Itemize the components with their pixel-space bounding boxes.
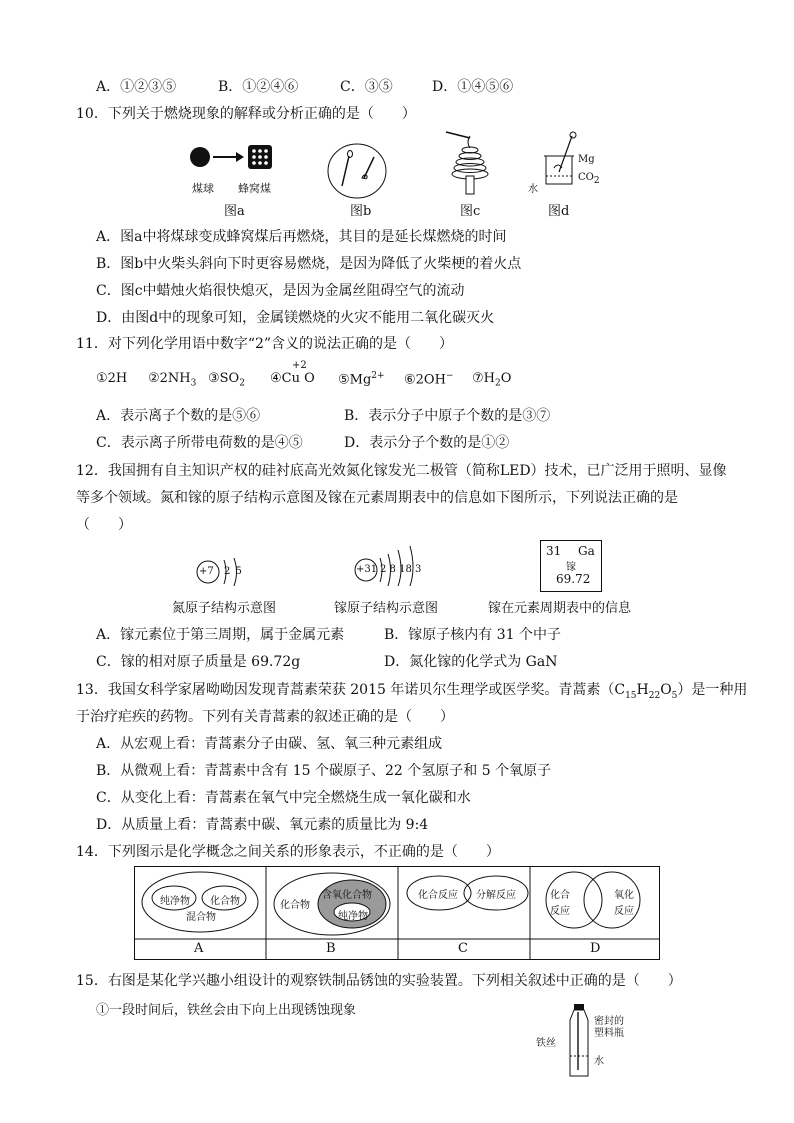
q12-stem-line-3: （ ）	[76, 517, 132, 533]
q10-option-a: A．图a中将煤球变成蜂窝煤后再燃烧，其目的是延长煤燃烧的时间	[96, 229, 507, 245]
q11-item-5: $⑤Mg^{2+}$	[338, 371, 385, 388]
q11-item-4: ④Cu O	[270, 371, 315, 386]
a-mixture-label: 混合物	[186, 912, 216, 923]
q10-option-c: C．图c中蜡烛火焰很快熄灭，是因为金属丝阻碍空气的流动	[96, 283, 465, 299]
nitrogen-caption: 氮原子结构示意图	[172, 601, 277, 616]
q11-item-7: $⑦H_2O$	[472, 371, 512, 389]
q11-item-6: ⑥2OH−	[404, 371, 454, 388]
c-decomposition-label: 分解反应	[476, 890, 516, 901]
fig-bottle-label-2: 塑料瓶	[594, 1028, 624, 1039]
d-combination-label-1: 化合	[550, 890, 570, 901]
q11-option-a: A．表示离子个数的是⑤⑥	[96, 408, 261, 424]
q11-option-c: C．表示离子所带电荷数的是④⑤	[96, 435, 303, 451]
q14-stem: 14．下列图示是化学概念之间关系的形象表示，不正确的是（ ）	[76, 844, 500, 860]
q12-option-d: D．氮化镓的化学式为 GaN	[384, 654, 558, 670]
d-label: D	[590, 941, 601, 956]
q10-option-b: B．图b中火柴头斜向下时更容易燃烧，是因为降低了火柴梗的着火点	[96, 256, 522, 272]
candle-coil-figure	[440, 128, 500, 200]
match-figure	[326, 142, 388, 200]
gallium-nucleus: +31	[356, 564, 378, 575]
fig-water-label: 水	[594, 1056, 604, 1067]
b-oxide-label: 含氧化合物	[322, 890, 372, 901]
a-compound-label: 化合物	[210, 896, 240, 907]
q12-stem-line-1: 12．我国拥有自主知识产权的硅衬底高光效氮化镓发光二极管（简称LED）技术，已广泛用于照明、显像	[76, 463, 727, 479]
nitrogen-nucleus: +7	[199, 566, 214, 577]
fig-d-water-label: 水	[528, 184, 538, 195]
fig-bottle-label-1: 密封的	[594, 1016, 624, 1027]
a-pure-label: 纯净物	[160, 896, 190, 907]
q9-option-a: A．①②③⑤	[96, 79, 177, 95]
nitrogen-shells: 2 5	[224, 566, 243, 577]
q13-option-a: A．从宏观上看：青蒿素分子由碳、氢、氧三种元素组成	[96, 736, 443, 752]
fig-d-mg-label: Mg	[578, 154, 595, 165]
gallium-caption: 镓原子结构示意图	[334, 601, 439, 616]
q11-item-3: $③SO_2$	[208, 371, 245, 389]
pt-name: 镓	[566, 562, 576, 573]
q13-option-c: C．从变化上看：青蒿素在氧气中完全燃烧生成一氧化碳和水	[96, 790, 471, 806]
q13-stem-line-1: 13．我国女科学家屠呦呦因发现青蒿素荣获 2015 年诺贝尔生理学或医学奖。青蒿素$(C_{15}H_{22}O_5)$是一种用	[76, 682, 748, 701]
fig-d-caption: 图d	[548, 204, 570, 219]
c-label: C	[458, 941, 468, 956]
q9-option-b: B．①②④⑥	[218, 79, 299, 95]
pt-atomic-number: 31	[546, 544, 562, 558]
q11-item-2: $②2NH_3$	[148, 371, 197, 389]
fig-c-caption: 图c	[460, 204, 481, 219]
q11-option-d: D．表示分子个数的是①②	[344, 435, 510, 451]
q12-option-c: C．镓的相对原子质量是 69.72g	[96, 654, 301, 670]
q10-stem: 10．下列关于燃烧现象的解释或分析正确的是（ ）	[76, 106, 416, 122]
q13-option-d: D．从质量上看：青蒿素中碳、氧元素的质量比为 9:4	[96, 817, 429, 833]
mg-co2-figure	[532, 128, 582, 190]
d-oxidation-label-2: 反应	[614, 906, 634, 917]
q11-stem: 11．对下列化学用语中数字“2”含义的说法正确的是（ ）	[76, 336, 454, 352]
fig-d-co2-label: $CO_2$	[578, 172, 600, 186]
coal-ball-figure	[186, 142, 286, 182]
q15-statement-1: ①一段时间后，铁丝会由下向上出现锈蚀现象	[96, 1003, 357, 1018]
fig-wire-label: 铁丝	[536, 1038, 556, 1049]
q12-option-a: A．镓元素位于第三周期，属于金属元素	[96, 627, 345, 643]
gallium-shells: 2 8 18 3	[380, 564, 422, 575]
q12-stem-line-2: 等多个领域。氮和镓的原子结构示意图及镓在元素周期表中的信息如下图所示，下列说法正确的是	[76, 490, 678, 506]
fig-a-caption: 图a	[224, 204, 245, 219]
q12-option-b: B．镓原子核内有 31 个中子	[384, 627, 562, 643]
q10-option-d: D．由图d中的现象可知，金属镁燃烧的火灾不能用二氧化碳灭火	[96, 310, 495, 326]
d-combination-label-2: 反应	[550, 906, 570, 917]
a-label: A	[194, 941, 204, 956]
d-oxidation-label-1: 氧化	[614, 890, 634, 901]
fig-a-label-honeycomb: 蜂窝煤	[238, 182, 271, 195]
q11-item-1: ①2H	[96, 371, 128, 386]
b-compound-label: 化合物	[280, 900, 310, 911]
q9-option-d: D．①④⑤⑥	[432, 79, 514, 95]
coal-ball	[190, 147, 210, 167]
b-label: B	[326, 941, 336, 956]
pt-mass: 69.72	[556, 572, 591, 586]
q11-option-b: B．表示分子中原子个数的是③⑦	[344, 408, 551, 424]
fig-b-caption: 图b	[350, 204, 372, 219]
q11-item-4-charge: +2	[292, 360, 307, 371]
b-pure-label: 纯净物	[338, 911, 368, 922]
periodic-table-caption: 镓在元素周期表中的信息	[488, 601, 632, 616]
q9-option-c: C．③⑤	[340, 79, 393, 95]
c-combination-label: 化合反应	[418, 890, 458, 901]
q13-option-b: B．从微观上看：青蒿素中含有 15 个碳原子、22 个氢原子和 5 个氧原子	[96, 763, 552, 779]
fig-a-label-coal-ball: 煤球	[192, 182, 214, 195]
pt-symbol: Ga	[578, 544, 595, 558]
q13-stem-line-2: 于治疗疟疾的药物。下列有关青蒿素的叙述正确的是（ ）	[76, 709, 454, 725]
q15-stem: 15．右图是某化学兴趣小组设计的观察铁制品锈蚀的实验装置。下列相关叙述中正确的是（ ）	[76, 973, 682, 989]
